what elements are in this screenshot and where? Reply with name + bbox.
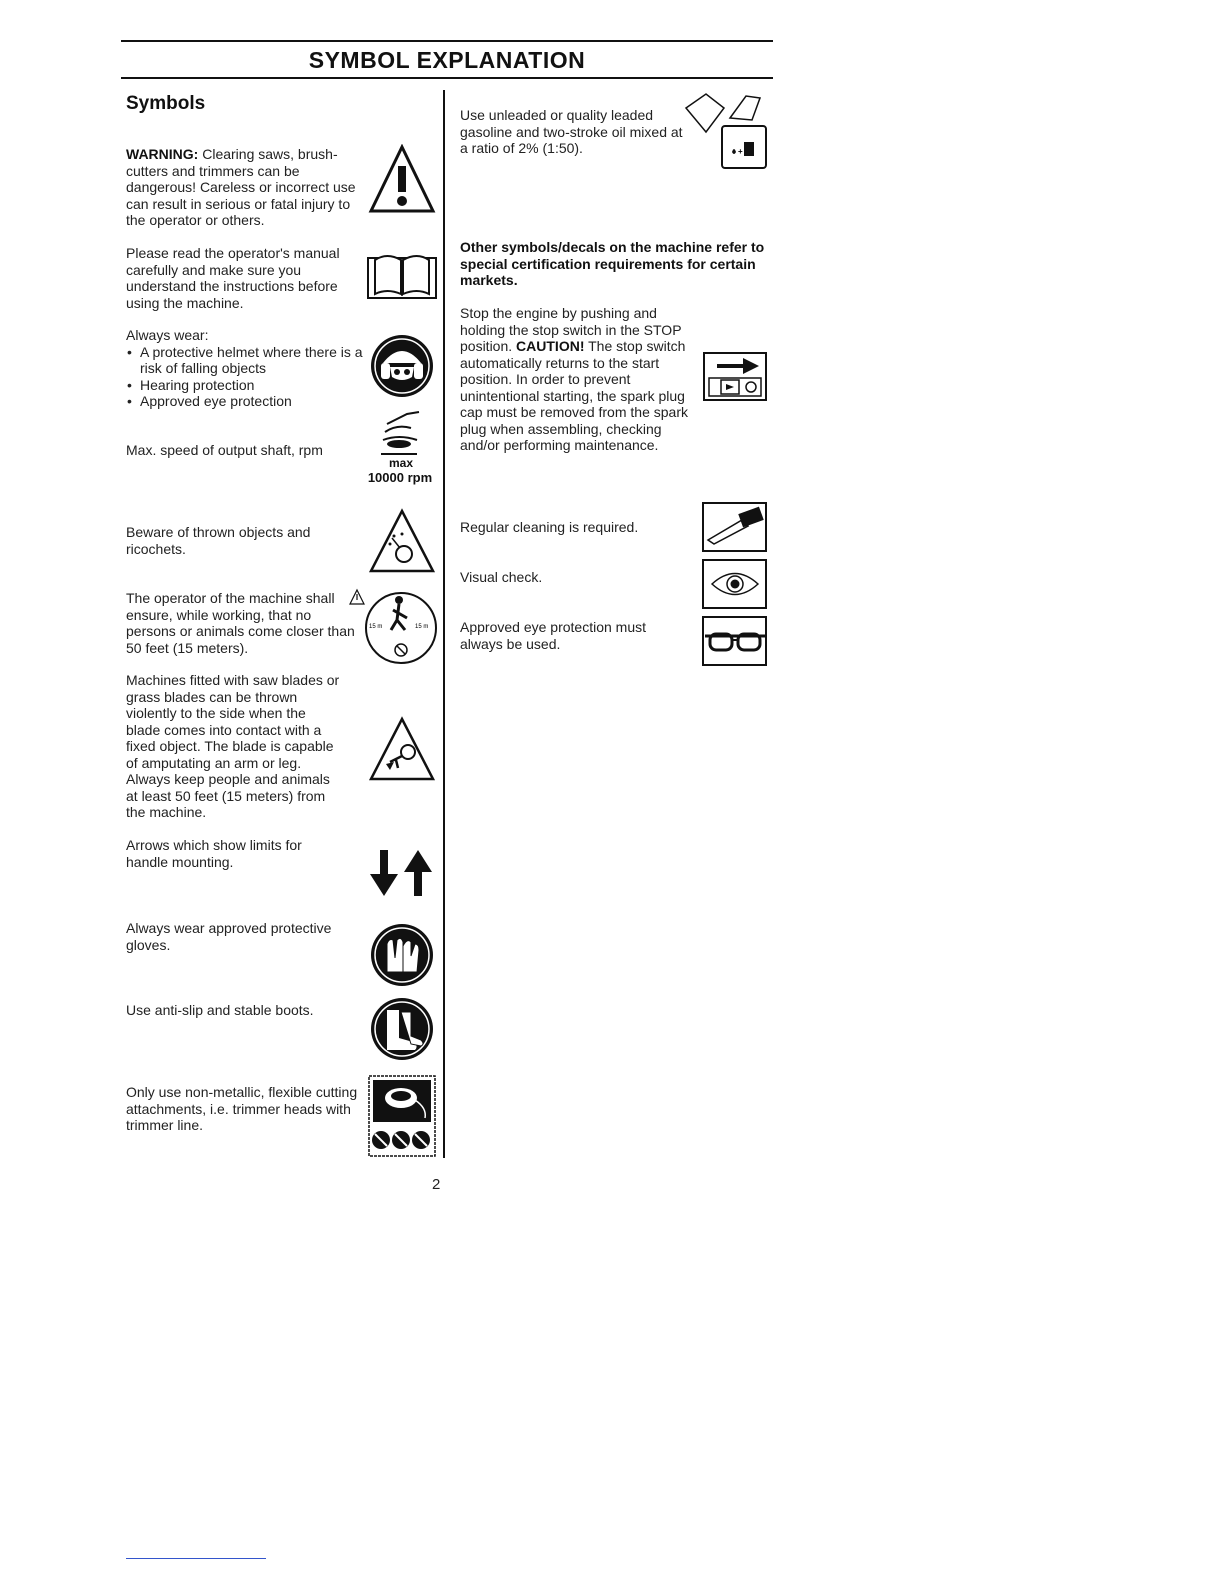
nonmetal-paragraph: Only use non-metallic, flexible cutting attachments, i.e. trimmer heads with trimmer line.: [126, 1084, 358, 1133]
column-divider: [443, 90, 445, 1158]
warning-text: Clearing saws, brush-cutters and trimmers can be dangerous! Careless or incorrect use can result in serious or fatal injury to the operator or others.: [126, 146, 356, 228]
speed-rpm-label: 10000 rpm: [367, 470, 433, 485]
safety-distance-icon: [349, 588, 439, 666]
manual-paragraph: Please read the operator's manual carefully and make sure you understand the instructions before using the machine.: [126, 245, 340, 311]
warning-paragraph: [126, 146, 366, 229]
trimmer-head-decal-icon: [367, 1074, 437, 1158]
list-item: • Approved eye protection: [126, 393, 366, 410]
boots-icon: [369, 996, 435, 1062]
page-title: SYMBOL EXPLANATION: [308, 47, 586, 73]
warning-triangle-icon: [368, 144, 436, 214]
thrown-objects-icon: [368, 508, 436, 574]
cleaning-paragraph: Regular cleaning is required.: [460, 519, 639, 535]
wear-intro: Always wear:: [126, 327, 209, 343]
cleaning-brush-icon: [702, 502, 768, 552]
blade-paragraph: Machines fitted with saw blades or grass blades can be thrown violently to the side when the blade comes into contact with a fixed object. The blade is capable of amputating an arm or leg. Always keep people and animals at least 50 feet (15 meters) from the machine.: [126, 672, 340, 820]
eye-icon: [702, 559, 768, 609]
stop-text-1: Stop the engine by pushing and holding the stop switch in the STOP position.: [460, 305, 682, 354]
fuel-mixture-icon: [680, 88, 770, 172]
distance-paragraph: The operator of the machine shall ensure, while working, that no persons or animals come closer than 50 feet (15 meters).: [126, 590, 355, 656]
boots-paragraph: Use anti-slip and stable boots.: [126, 1002, 314, 1018]
safety-glasses-icon: [702, 616, 768, 666]
thrown-objects-paragraph: Beware of thrown objects and ricochets.: [126, 524, 311, 557]
handle-limit-arrows-icon: [366, 848, 438, 898]
arrows-paragraph: Arrows which show limits for handle mounting.: [126, 837, 302, 870]
speed-paragraph: Max. speed of output shaft, rpm: [126, 442, 323, 458]
visual-check-paragraph: Visual check.: [460, 569, 543, 585]
warning-label: WARNING:: [126, 146, 199, 162]
stop-text-2: The stop switch automatically returns to the start position. In order to prevent unintentional starting, the spark plug cap must be removed from the spark plug when assembling, checking and/or performing maintenance.: [460, 338, 688, 453]
header-rule-bottom: [121, 77, 773, 79]
blade-thrust-icon: [368, 716, 436, 782]
helmet-earmuffs-icon: [369, 333, 435, 399]
stop-paragraph: [460, 305, 705, 454]
gloves-icon: [369, 922, 435, 988]
stop-switch-icon: [703, 352, 767, 402]
open-book-icon: [367, 250, 437, 300]
output-shaft-icon: [377, 410, 425, 458]
header-rule-top: [121, 40, 773, 42]
svg-text:15 m: 15 m: [415, 624, 429, 630]
eye-protection-paragraph: Approved eye protection must always be used.: [460, 619, 646, 652]
section-heading: Symbols: [126, 93, 206, 114]
gloves-paragraph: Always wear approved protective gloves.: [126, 920, 332, 953]
list-item: • Hearing protection: [126, 377, 366, 394]
other-symbols-heading: Other symbols/decals on the machine refer to special certification requirements for certain markets.: [460, 239, 765, 288]
svg-text:+: +: [738, 147, 743, 156]
speed-max-label: max: [388, 456, 414, 470]
page-number: 2: [432, 1176, 441, 1193]
svg-text:15 m: 15 m: [369, 624, 383, 630]
wear-paragraph: [126, 327, 366, 410]
stop-caution-label: CAUTION!: [516, 338, 585, 354]
fuel-paragraph: Use unleaded or quality leaded gasoline and two-stroke oil mixed at a ratio of 2% (1:50).: [460, 107, 683, 156]
list-item: • A protective helmet where there is a risk of falling objects: [126, 344, 366, 377]
footer-link-underline: [126, 1558, 266, 1559]
